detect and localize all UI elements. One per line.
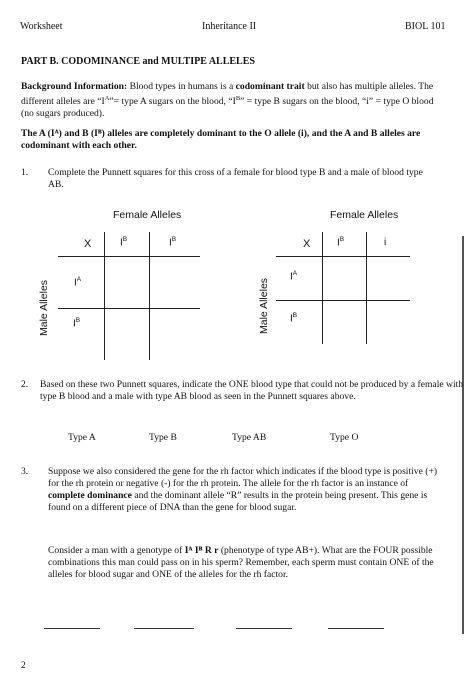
header-center: Inheritance II	[202, 21, 257, 32]
punnett-right-corner: X	[303, 238, 311, 250]
punnett-left-cell-1-2[interactable]	[153, 261, 197, 305]
male-alleles-label-left: Male Alleles	[38, 279, 50, 336]
q2-text: Based on these two Punnett squares, indicate the ONE blood type that could not be produced by a female with type B blood and a male with type AB blood as seen in the Punnett squares above.	[40, 379, 464, 402]
female-alleles-label-right: Female Alleles	[330, 209, 399, 221]
choice-type-o[interactable]: Type O	[330, 432, 359, 443]
answer-blank-2[interactable]	[134, 628, 194, 629]
background-label: Background Information:	[21, 81, 128, 92]
q3-number: 3.	[21, 466, 29, 477]
punnett-left-cell-1-1[interactable]	[108, 261, 146, 305]
dominance-note: The A (Iᴬ) and B (Iᴮ) alleles are completely dominant to the O allele (i), and the A and B alleles are codominant with each other.	[21, 128, 421, 151]
choice-type-a[interactable]: Type A	[68, 432, 96, 443]
header-left: Worksheet	[20, 21, 63, 32]
punnett-right-cell-2-2[interactable]	[370, 304, 407, 342]
q3-paragraph-2: Consider a man with a genotype of Iᴬ Iᴮ R r (phenotype of type AB+). What are the FOUR possible combinations this man could pass on in his sperm? Remember, each sperm must contain ONE of the alleles for blood sugar and ONE of the alleles for the rh factor.	[48, 545, 434, 580]
punnett-right-row2: $I^B$	[290, 312, 298, 325]
part-title: PART B. CODOMINANCE and MULTIPE ALLELES	[21, 56, 255, 67]
answer-blank-3[interactable]	[236, 628, 292, 629]
q3-paragraph-1: Suppose we also considered the gene for the rh factor which indicates if the blood type is positive (+) for the rh protein or negative (-) for the rh protein. The allele for the rh factor is an instance of complete dominance and the dominant allele “R” results in the protein being present. This gene is found on a different piece of DNA than the gene for blood sugar.	[48, 466, 438, 513]
choice-type-b[interactable]: Type B	[149, 432, 177, 443]
punnett-left-row1: $I^A$	[74, 276, 82, 289]
page-edge-line	[462, 236, 464, 634]
male-alleles-label-right: Male Alleles	[258, 277, 270, 334]
q2-number: 2.	[21, 379, 29, 390]
punnett-right-cell-2-1[interactable]	[326, 304, 363, 342]
punnett-left-col2: $I^B$	[169, 236, 177, 249]
punnett-left-cell-2-2[interactable]	[153, 312, 197, 356]
answer-blank-1[interactable]	[44, 628, 100, 629]
punnett-left-col1: $I^B$	[120, 236, 128, 249]
header-right: BIOL 101	[405, 21, 446, 32]
q1-text: Complete the Punnett squares for this cross of a female for blood type B and a male of blood type AB.	[48, 167, 423, 190]
punnett-right-cell-1-1[interactable]	[326, 260, 363, 297]
punnett-right-row1: $I^A$	[290, 270, 298, 283]
punnett-right-col2: i	[384, 237, 387, 248]
page-number: 2	[21, 660, 26, 671]
punnett-right-cell-1-2[interactable]	[370, 260, 407, 297]
q1-number: 1.	[21, 167, 29, 178]
answer-blank-4[interactable]	[328, 628, 384, 629]
punnett-left-corner: X	[84, 238, 92, 250]
punnett-left-row2: $I^B$	[73, 317, 81, 330]
background-paragraph: Background Information: Blood types in humans is a codominant trait but also has multiple alleles. The different alleles are “$I^A”=$ type A sugars on the blood, “$I^B$” = type B sugars on the blood, “i” = type O blood (no sugars produced).	[21, 81, 434, 120]
choice-type-ab[interactable]: Type AB	[232, 432, 267, 443]
punnett-left-cell-2-1[interactable]	[108, 312, 146, 356]
punnett-right-col1: $I^B$	[337, 236, 345, 249]
female-alleles-label-left: Female Alleles	[113, 209, 182, 221]
